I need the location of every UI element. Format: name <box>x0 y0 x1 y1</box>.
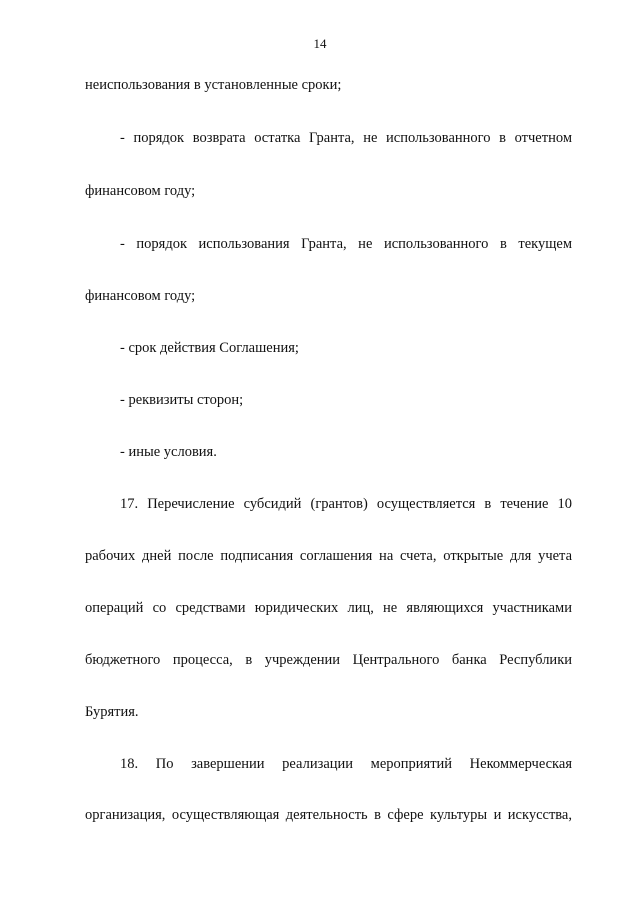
text-line: - реквизиты сторон; <box>120 392 244 408</box>
text-line: 17. Перечисление субсидий (грантов) осуществляется в течение 10 <box>120 496 572 512</box>
page-number: 14 <box>313 36 327 51</box>
text-line: 18. По завершении реализации мероприятий Некоммерческая <box>120 756 572 772</box>
text-line: рабочих дней после подписания соглашения на счета, открытые для учета <box>85 548 572 564</box>
text-line: - иные условия. <box>120 444 217 460</box>
text-line: Бурятия. <box>85 704 139 720</box>
text-line: финансовом году; <box>85 183 196 199</box>
text-line: операций со средствами юридических лиц, не являющихся участниками <box>85 600 572 616</box>
text-line: бюджетного процесса, в учреждении Центрального банка Республики <box>85 652 572 668</box>
text-line: организация, осуществляющая деятельность в сфере культуры и искусства, <box>85 807 572 823</box>
text-line: - порядок использования Гранта, не использованного в текущем <box>120 236 572 252</box>
text-line: неиспользования в установленные сроки; <box>85 77 342 93</box>
text-line: - порядок возврата остатка Гранта, не использованного в отчетном <box>120 130 572 146</box>
text-line: финансовом году; <box>85 288 196 304</box>
text-line: - срок действия Соглашения; <box>120 340 299 356</box>
